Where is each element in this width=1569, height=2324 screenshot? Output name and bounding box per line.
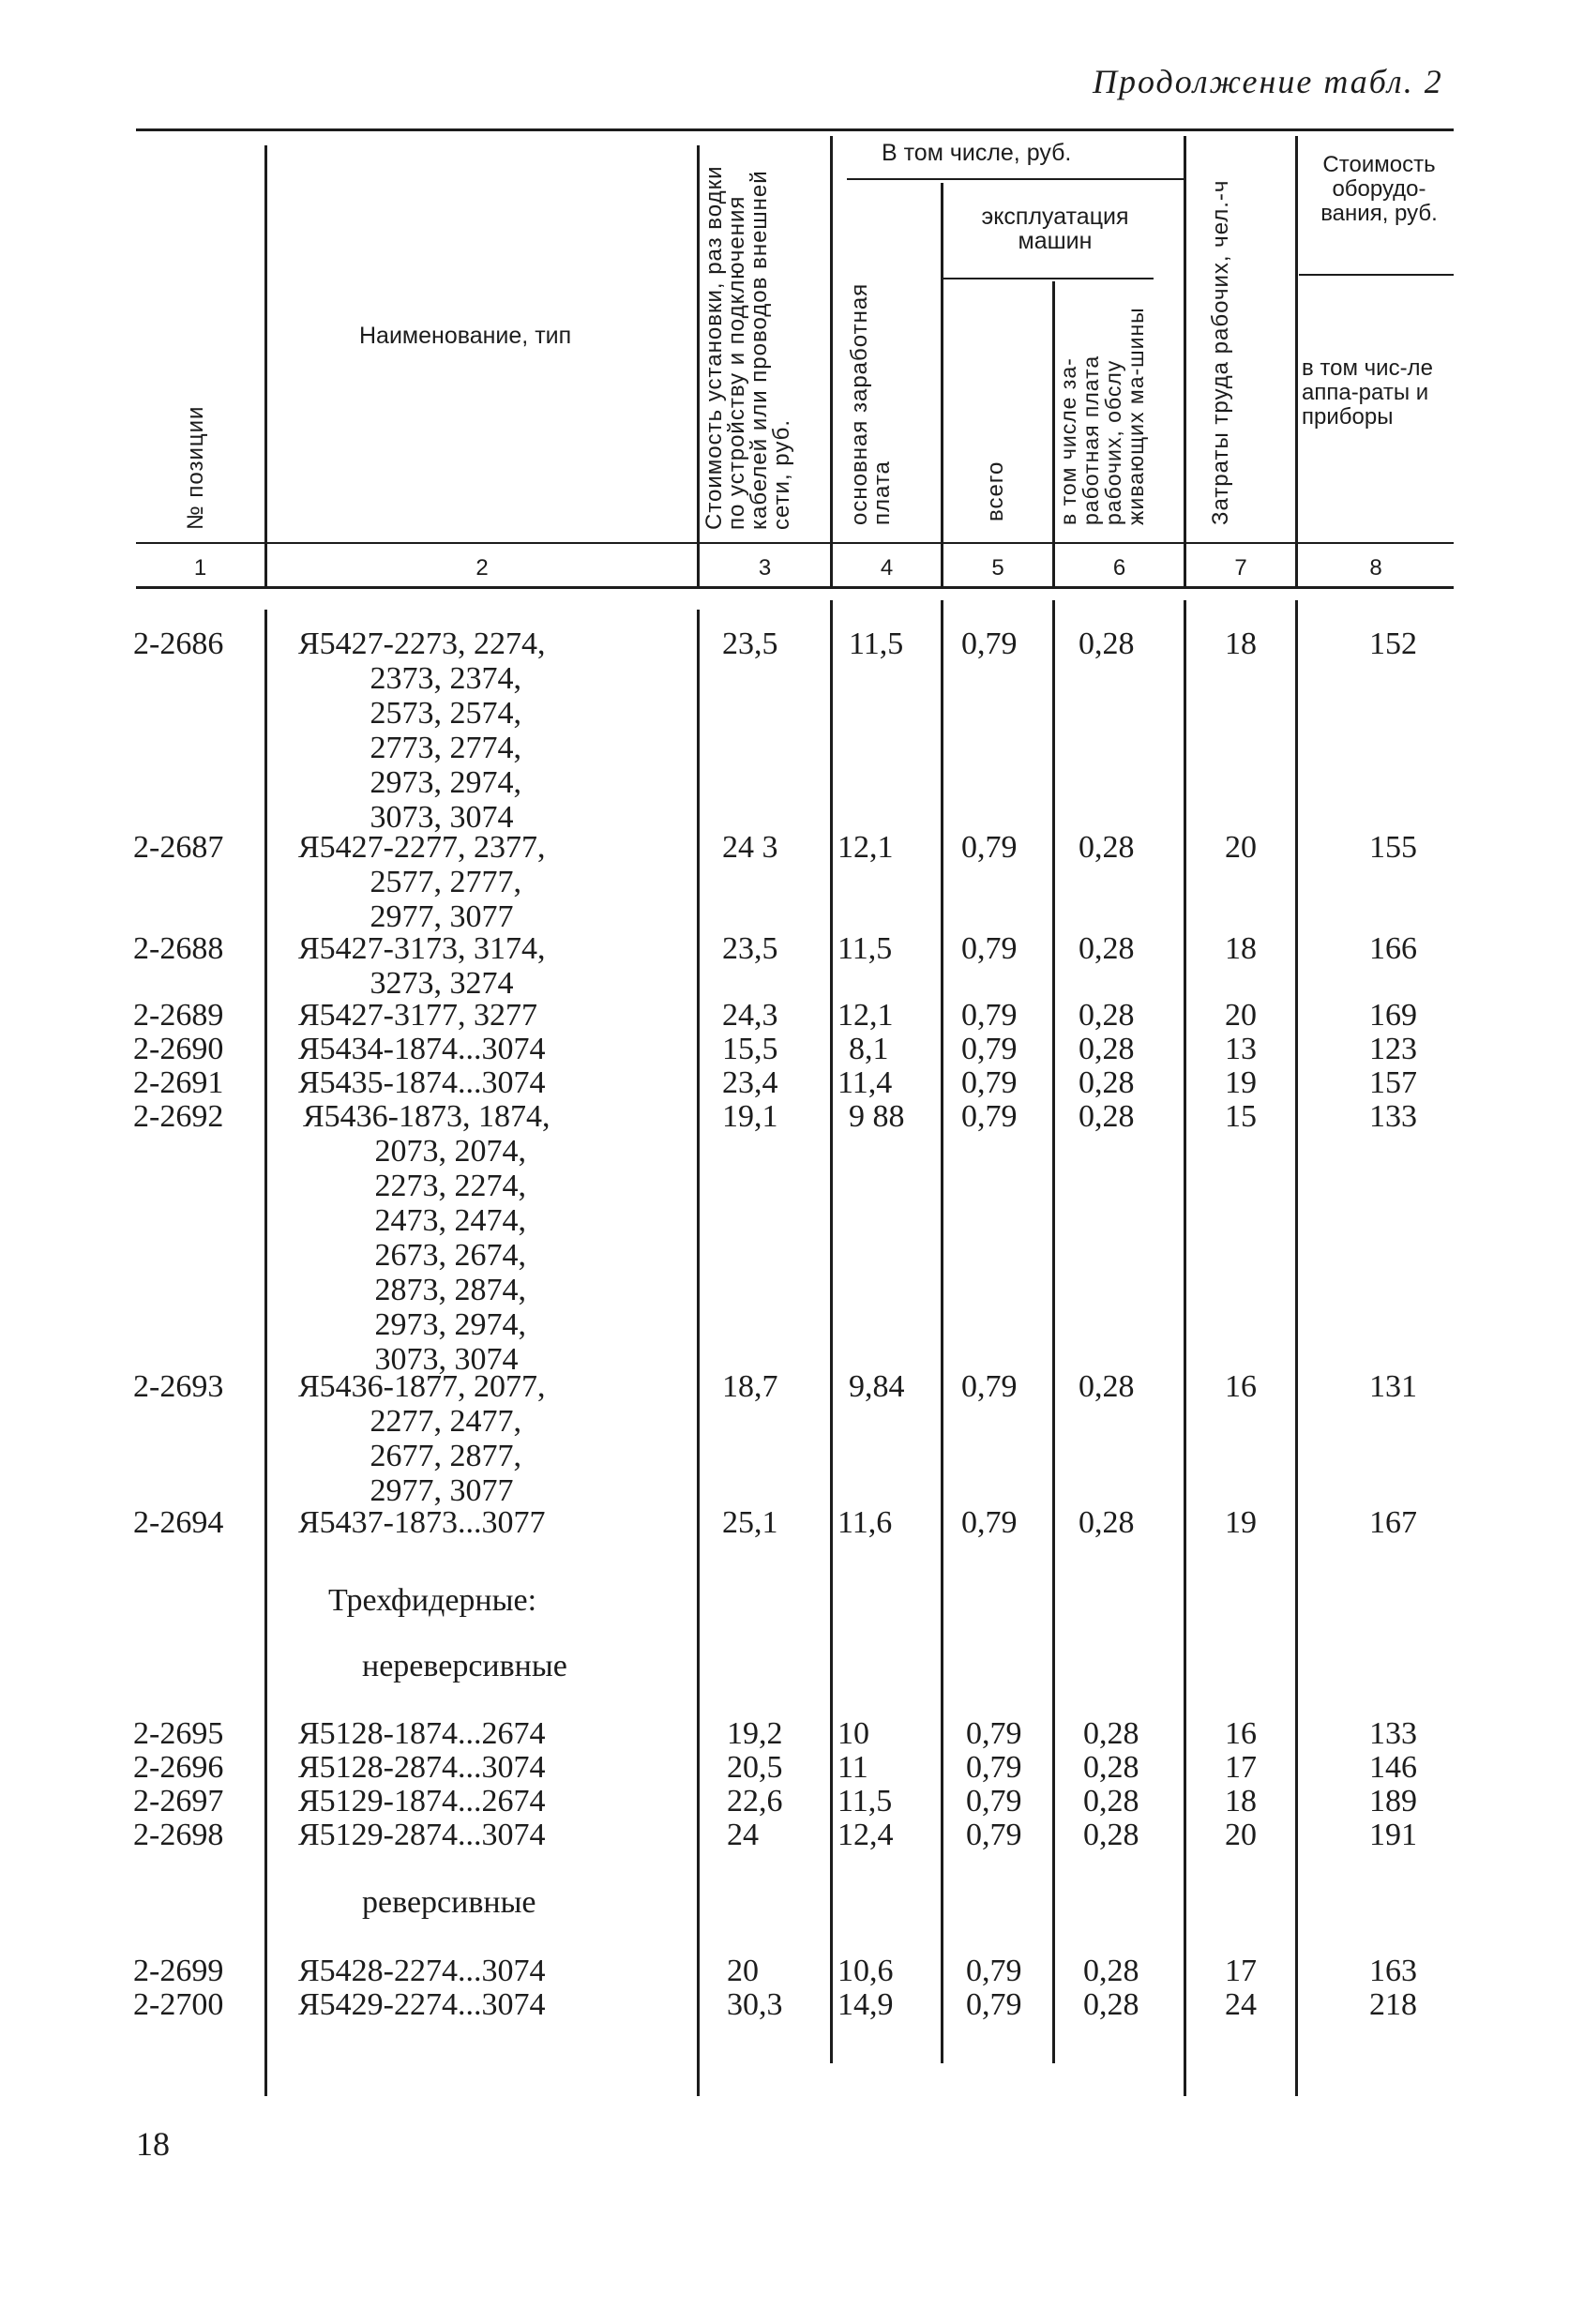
row-machine-wage: 0,28 [1083,1750,1139,1785]
row-name: Я5428-2274...3074 [298,1954,546,1988]
row-machine-wage: 0,28 [1079,998,1135,1033]
row-basic-wage: 10,6 [837,1954,894,1988]
col-rule-2 [697,145,700,586]
row-machine-wage: 0,28 [1083,1818,1139,1852]
row-labor: 17 [1225,1954,1257,1988]
row-install-cost: 25,1 [722,1505,778,1540]
row-name: Я5436-1873, 1874, 2073, 2074, 2273, 2274, 2473, 2474, 2673, 2674, 2873, 2874, 2973, 2974, 3073, 3074 [303,1099,551,1377]
row-basic-wage: 9 88 [849,1099,905,1134]
row-position: 2-2699 [133,1954,224,1988]
row-basic-wage: 12,1 [837,998,894,1033]
row-machine-total: 0,79 [961,1032,1018,1066]
row-equip-cost: 152 [1369,626,1417,661]
row-position: 2-2692 [133,1099,224,1134]
header-labor: Затраты труда рабочих, чел.-ч [1208,179,1233,525]
row-position: 2-2697 [133,1784,224,1818]
row-machine-wage: 0,28 [1079,1032,1135,1066]
row-labor: 17 [1225,1750,1257,1785]
row-install-cost: 23,4 [722,1065,778,1100]
row-machine-total: 0,79 [961,1505,1018,1540]
section-three-feeder: Трехфидерные: [328,1583,537,1618]
row-equip-cost: 123 [1369,1032,1417,1066]
col-number-3: 3 [758,555,772,581]
header-basic-wage: основная заработная плата [847,282,895,525]
header-position: № позиции [183,405,208,530]
row-name: Я5128-1874...2674 [298,1716,546,1751]
row-install-cost: 19,2 [727,1716,783,1751]
row-position: 2-2691 [133,1065,224,1100]
col-rule-4 [941,183,943,586]
row-install-cost: 24,3 [722,998,778,1033]
row-labor: 16 [1225,1369,1257,1404]
row-machine-total: 0,79 [966,1750,1022,1785]
row-name: Я5436-1877, 2077, 2277, 2477, 2677, 2877, 2977, 3077 [298,1369,546,1508]
row-position: 2-2687 [133,830,224,865]
row-position: 2-2694 [133,1505,224,1540]
row-install-cost: 22,6 [727,1784,783,1818]
row-install-cost: 23,5 [722,931,778,966]
table-caption: Продолжение табл. 2 [1093,63,1443,100]
row-labor: 15 [1225,1099,1257,1134]
row-install-cost: 23,5 [722,626,778,661]
row-position: 2-2690 [133,1032,224,1066]
row-basic-wage: 11 [837,1750,868,1785]
row-machine-wage: 0,28 [1079,830,1135,865]
row-name: Я5427-2277, 2377, 2577, 2777, 2977, 3077 [298,830,546,934]
row-equip-cost: 166 [1369,931,1417,966]
row-basic-wage: 10 [837,1716,869,1751]
row-basic-wage: 11,5 [837,931,893,966]
row-machine-wage: 0,28 [1083,1954,1139,1988]
row-machine-wage: 0,28 [1083,1784,1139,1818]
col-rule-1 [264,145,267,586]
body-rule-6 [1184,600,1186,2096]
row-position: 2-2696 [133,1750,224,1785]
row-machine-total: 0,79 [966,1784,1022,1818]
col-rule-6 [1184,136,1186,586]
machine-op-rule [943,278,1154,279]
row-equip-cost: 131 [1369,1369,1417,1404]
row-machine-total: 0,79 [966,1987,1022,2022]
row-basic-wage: 11,6 [837,1505,893,1540]
row-position: 2-2698 [133,1818,224,1852]
body-rule-2 [697,610,700,2096]
row-machine-wage: 0,28 [1079,931,1135,966]
row-install-cost: 24 [727,1818,759,1852]
row-machine-wage: 0,28 [1083,1716,1139,1751]
row-labor: 18 [1225,626,1257,661]
col-rule-3 [830,136,833,586]
row-equip-cost: 167 [1369,1505,1417,1540]
row-install-cost: 30,3 [727,1987,783,2022]
row-basic-wage: 8,1 [849,1032,889,1066]
row-basic-wage: 11,4 [837,1065,893,1100]
row-labor: 20 [1225,998,1257,1033]
row-machine-total: 0,79 [961,1099,1018,1134]
row-position: 2-2686 [133,626,224,661]
body-rule-7 [1295,600,1298,2096]
row-basic-wage: 14,9 [837,1987,894,2022]
row-labor: 19 [1225,1065,1257,1100]
row-install-cost: 15,5 [722,1032,778,1066]
row-name: Я5129-1874...2674 [298,1784,546,1818]
row-basic-wage: 11,5 [837,1784,893,1818]
row-machine-wage: 0,28 [1079,1065,1135,1100]
table-top-rule [136,128,1454,131]
row-equip-cost: 157 [1369,1065,1417,1100]
row-name: Я5427-3173, 3174, 3273, 3274 [298,931,546,1001]
row-equip-cost: 169 [1369,998,1417,1033]
row-labor: 18 [1225,931,1257,966]
row-equip-cost: 146 [1369,1750,1417,1785]
row-machine-total: 0,79 [961,626,1018,661]
body-rule-4 [941,600,943,2063]
row-name: Я5429-2274...3074 [298,1987,546,2022]
col-rule-5 [1052,281,1055,586]
row-equip-cost: 218 [1369,1987,1417,2022]
row-machine-total: 0,79 [961,1065,1018,1100]
row-position: 2-2693 [133,1369,224,1404]
row-name: Я5437-1873...3077 [298,1505,546,1540]
row-position: 2-2688 [133,931,224,966]
header-incl-wage: в том числе за-работная плата рабочих, обслу живающих ма-шины [1056,307,1148,525]
row-basic-wage: 12,1 [837,830,894,865]
header-incl: В том числе, руб. [882,140,1072,166]
row-install-cost: 18,7 [722,1369,778,1404]
row-machine-total: 0,79 [961,830,1018,865]
row-labor: 20 [1225,1818,1257,1852]
row-equip-cost: 155 [1369,830,1417,865]
section-reversible: реверсивные [362,1885,536,1920]
row-install-cost: 20,5 [727,1750,783,1785]
colnum-bottom-rule [136,586,1454,589]
row-name: Я5427-3177, 3277 [298,998,537,1033]
section-nonreversible: нереверсивные [362,1649,567,1683]
col-number-7: 7 [1234,555,1247,581]
row-name: Я5129-2874...3074 [298,1818,546,1852]
row-position: 2-2700 [133,1987,224,2022]
row-equip-cost: 191 [1369,1818,1417,1852]
row-equip-cost: 133 [1369,1099,1417,1134]
row-labor: 24 [1225,1987,1257,2022]
row-basic-wage: 9,84 [849,1369,905,1404]
incl-rule [847,178,1186,180]
header-total: всего [983,460,1008,521]
row-equip-cost: 133 [1369,1716,1417,1751]
col-number-2: 2 [475,555,489,581]
row-machine-total: 0,79 [961,1369,1018,1404]
row-labor: 19 [1225,1505,1257,1540]
row-name: Я5435-1874...3074 [298,1065,546,1100]
body-rule-1 [264,610,267,2096]
col-number-6: 6 [1112,555,1126,581]
row-install-cost: 20 [727,1954,759,1988]
row-machine-total: 0,79 [966,1954,1022,1988]
row-machine-total: 0,79 [966,1818,1022,1852]
body-rule-3 [830,600,833,2063]
row-machine-wage: 0,28 [1079,1099,1135,1134]
body-rule-5 [1052,600,1055,2063]
row-labor: 16 [1225,1716,1257,1751]
col-number-4: 4 [880,555,894,581]
header-machine-op: эксплуатация машин [981,204,1129,254]
header-install-cost: Стоимость установки, раз водки по устройству и подключения кабелей или проводов внешней сети, руб. [702,165,794,530]
col-number-1: 1 [193,555,207,581]
row-name: Я5434-1874...3074 [298,1032,546,1066]
row-labor: 13 [1225,1032,1257,1066]
row-labor: 18 [1225,1784,1257,1818]
row-install-cost: 24 3 [722,830,778,865]
row-equip-cost: 189 [1369,1784,1417,1818]
col-number-8: 8 [1369,555,1382,581]
row-labor: 20 [1225,830,1257,865]
row-machine-total: 0,79 [966,1716,1022,1751]
row-position: 2-2695 [133,1716,224,1751]
page-number: 18 [136,2125,170,2163]
row-position: 2-2689 [133,998,224,1033]
row-machine-wage: 0,28 [1079,626,1135,661]
row-machine-wage: 0,28 [1079,1505,1135,1540]
row-name: Я5427-2273, 2274, 2373, 2374, 2573, 2574, 2773, 2774, 2973, 2974, 3073, 3074 [298,626,546,835]
row-name: Я5128-2874...3074 [298,1750,546,1785]
row-install-cost: 19,1 [722,1099,778,1134]
equip-rule [1299,274,1454,276]
header-name: Наименование, тип [359,323,572,349]
row-equip-cost: 163 [1369,1954,1417,1988]
row-machine-wage: 0,28 [1079,1369,1135,1404]
col-rule-7 [1295,136,1298,586]
row-basic-wage: 12,4 [837,1818,894,1852]
header-incl-apparatus: в том чис-ле аппа-раты и приборы [1302,355,1433,430]
header-equip-cost: Стоимость оборудо-вания, руб. [1320,152,1438,226]
col-number-5: 5 [991,555,1004,581]
row-machine-total: 0,79 [961,998,1018,1033]
row-basic-wage: 11,5 [849,626,904,661]
header-bottom-rule [136,542,1454,544]
row-machine-wage: 0,28 [1083,1987,1139,2022]
row-machine-total: 0,79 [961,931,1018,966]
